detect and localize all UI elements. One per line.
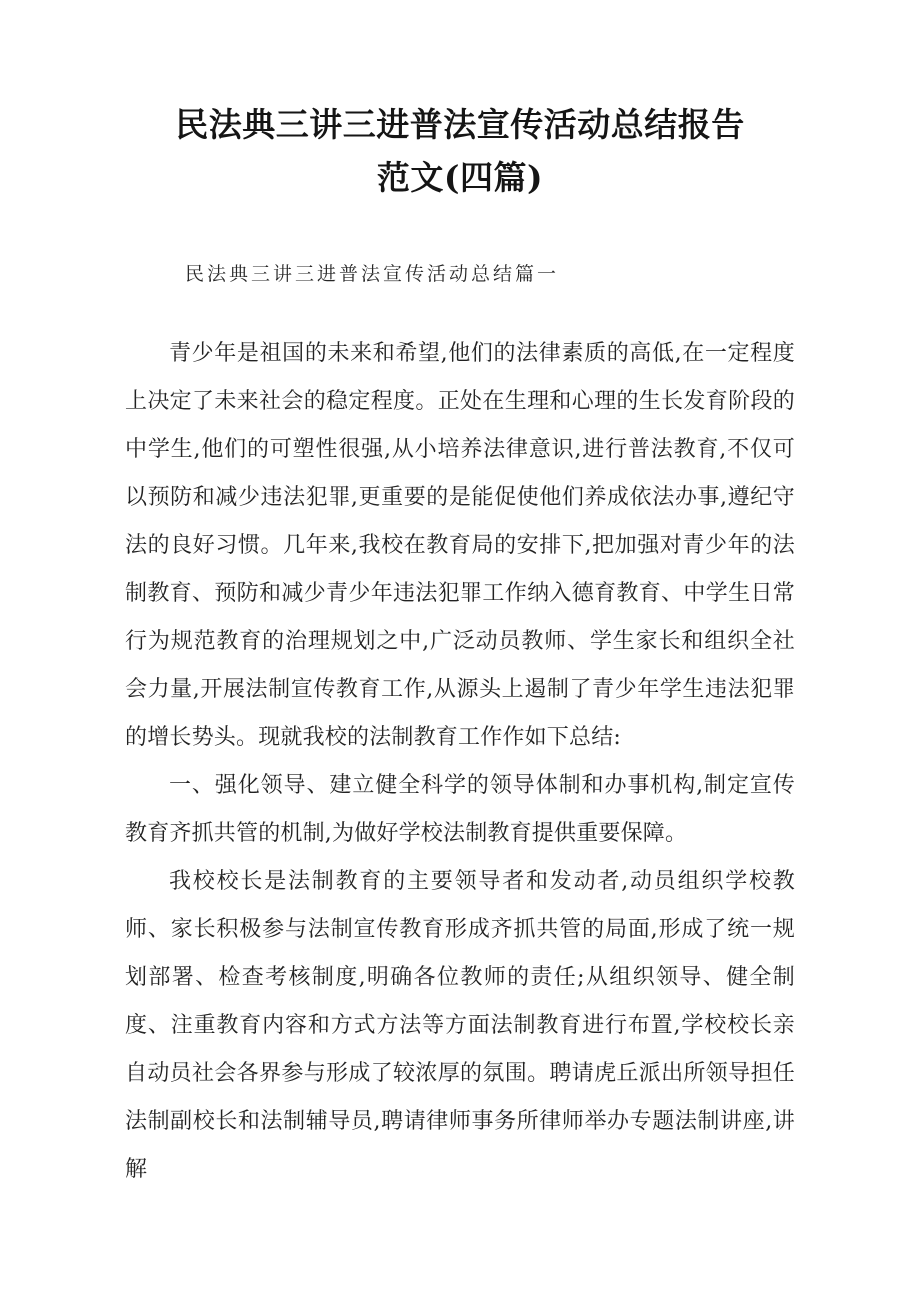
- section-heading: 民法典三讲三进普法宣传活动总结篇一: [185, 263, 560, 285]
- paragraph: 青少年是祖国的未来和希望,他们的法律素质的高低,在一定程度上决定了未来社会的稳定程度。正处在生理和心理的生长发育阶段的中学生,他们的可塑性很强,从小培养法律意识,进行普法教育,不仅可以预防和减少违法犯罪,更重要的是能促使他们养成依法办事,遵纪守法的良好习惯。几年来,我校在教育局的安排下,把加强对青少年的法制教育、预防和减少青少年违法犯罪工作纳入德育教育、中学生日常行为规范教育的治理规划之中,广泛动员教师、学生家长和组织全社会力量,开展法制宣传教育工作,从源头上遏制了青少年学生违法犯罪的增长势头。现就我校的法制教育工作作如下总结:: [125, 341, 795, 750]
- document-title-line-2: 范文(四篇): [376, 158, 544, 197]
- document-title: [125, 98, 795, 204]
- paragraph: 我校校长是法制教育的主要领导者和发动者,动员组织学校教师、家长积极参与法制宣传教育形成齐抓共管的局面,形成了统一规划部署、检查考核制度,明确各位教师的责任;从组织领导、健全制度、注重教育内容和方式方法等方面法制教育进行布置,学校校长亲自动员社会各界参与形成了较浓厚的氛围。聘请虎丘派出所领导担任法制副校长和法制辅导员,聘请律师事务所律师举办专题法制讲座,讲解: [125, 869, 795, 1182]
- paragraph: 一、强化领导、建立健全科学的领导体制和办事机构,制定宣传教育齐抓共管的机制,为做好学校法制教育提供重要保障。: [125, 773, 795, 846]
- document-title-line-1: 民法典三讲三进普法宣传活动总结报告: [175, 105, 745, 144]
- document-body: [125, 330, 795, 1194]
